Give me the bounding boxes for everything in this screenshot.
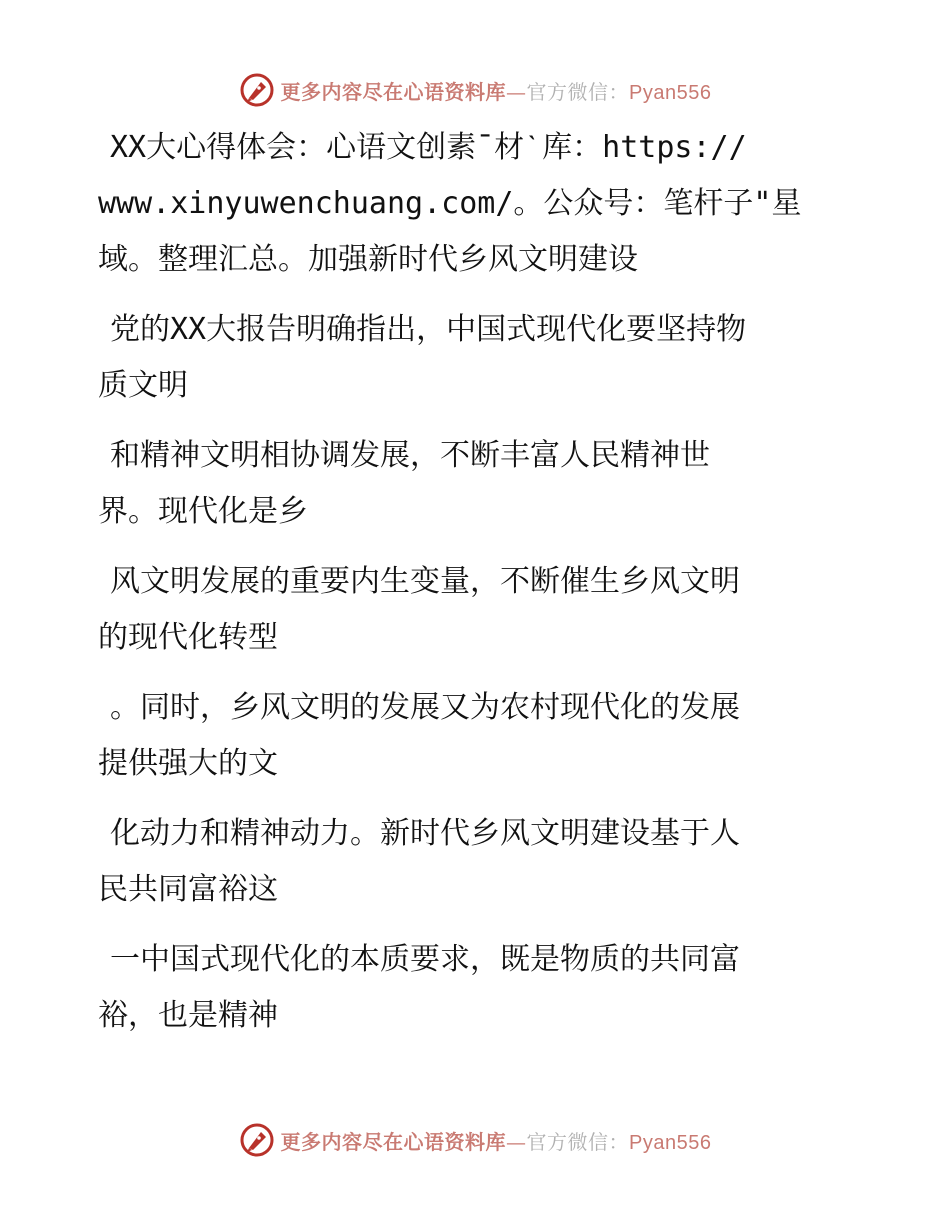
footer-banner bbox=[0, 1120, 950, 1160]
header-wechat-label: 官方微信： bbox=[526, 79, 630, 104]
paragraph-4-line-1: 风文明发展的重要内生变量，不断催生乡风文明 bbox=[110, 564, 740, 599]
paragraph-2-line-2: 质文明 bbox=[98, 368, 188, 403]
paragraph-3-line-1: 和精神文明相协调发展，不断丰富人民精神世 bbox=[110, 438, 710, 473]
paragraph-4-line-2: 的现代化转型 bbox=[98, 620, 278, 655]
paragraph-1-line-1: XX大心得体会：心语文创素¯材ˋ库：https:// bbox=[110, 130, 747, 165]
header-site-text: 更多内容尽在心语资料库 bbox=[280, 79, 507, 104]
header-dash: — bbox=[506, 79, 527, 104]
paragraph-6 bbox=[98, 806, 858, 918]
paragraph-6-line-2: 民共同富裕这 bbox=[98, 872, 278, 907]
paragraph-3-line-2: 界。现代化是乡 bbox=[98, 494, 308, 529]
pen-nib-logo-icon bbox=[239, 72, 275, 108]
pen-nib-logo-icon bbox=[239, 1122, 275, 1158]
document-body bbox=[98, 120, 858, 1058]
header-banner bbox=[0, 70, 950, 110]
paragraph-1 bbox=[98, 120, 858, 288]
paragraph-7 bbox=[98, 932, 858, 1044]
header-wechat-id: Pyan556 bbox=[629, 81, 712, 104]
footer-dash: — bbox=[506, 1129, 527, 1154]
paragraph-1-line-3: 域。整理汇总。加强新时代乡风文明建设 bbox=[98, 242, 638, 277]
footer-wechat-id: Pyan556 bbox=[629, 1131, 712, 1154]
paragraph-3 bbox=[98, 428, 858, 540]
paragraph-1-line-2: www.xinyuwenchuang.com/。公众号：笔杆子"星 bbox=[98, 186, 802, 221]
footer-wechat-label: 官方微信： bbox=[526, 1129, 630, 1154]
paragraph-5-line-1: 。同时，乡风文明的发展又为农村现代化的发展 bbox=[110, 690, 740, 725]
paragraph-2-line-1: 党的XX大报告明确指出，中国式现代化要坚持物 bbox=[110, 312, 747, 347]
paragraph-6-line-1: 化动力和精神动力。新时代乡风文明建设基于人 bbox=[110, 816, 740, 851]
paragraph-7-line-2: 裕，也是精神 bbox=[98, 998, 278, 1033]
paragraph-7-line-1: 一中国式现代化的本质要求，既是物质的共同富 bbox=[110, 942, 740, 977]
paragraph-5 bbox=[98, 680, 858, 792]
footer-site-text: 更多内容尽在心语资料库 bbox=[280, 1129, 507, 1154]
paragraph-4 bbox=[98, 554, 858, 666]
footer-banner-text bbox=[281, 1126, 712, 1155]
header-banner-text bbox=[281, 76, 712, 105]
paragraph-2 bbox=[98, 302, 858, 414]
paragraph-5-line-2: 提供强大的文 bbox=[98, 746, 278, 781]
